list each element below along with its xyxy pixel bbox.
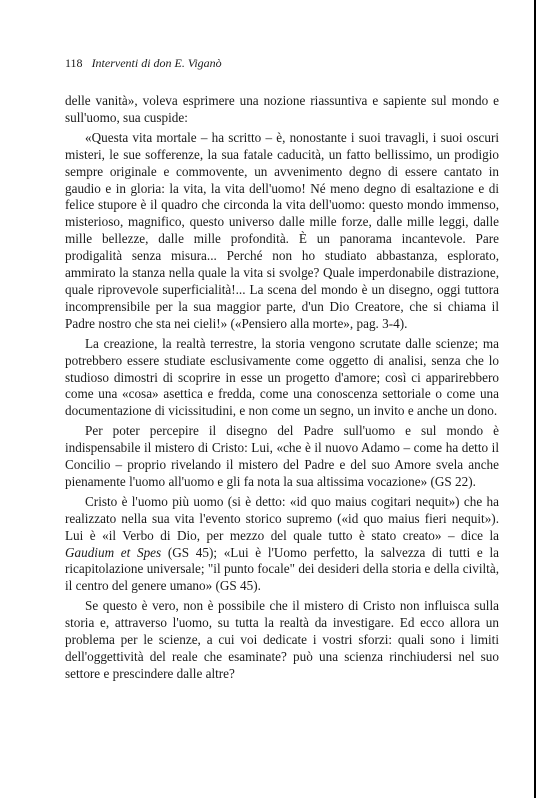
paragraph-text-after: (GS 45); «Lui è l'Uomo perfetto, la salvezza di tutti e la ricapitolazione universale; "il punto focale" dei desideri della storia e della civiltà, il centro del genere umano» (GS 45).: [65, 544, 499, 594]
italic-title-gaudium-et-spes: Gaudium et Spes: [65, 544, 162, 560]
page-body: [65, 93, 499, 683]
quotation-paragraph: «Questa vita mortale – ha scritto – è, nonostante i suoi travagli, i suoi oscuri misteri, le sue sofferenze, la sua fatale caducità, un fatto bellissimo, un prodigio sempre originale e commovente, un avvenimento degno di essere cantato in gaudio e in gloria: la vita, la vita dell'uomo! Né meno degno di esaltazione e di felice stupore è il quadro che circonda la vita dell'uomo: questo mondo immenso, misterioso, magnifico, questo universo dalle mille forze, dalle mille leggi, dalle mille bellezze, dalle mille profondità. È un panorama incantevole. Pare prodigalità senza misura... Perché non ho studiato abbastanza, esplorato, ammirato la stanza nella quale la vita si svolge? Quale imperdonabile distrazione, quale riprovevole superficialità!... La scena del mondo è un disegno, oggi tuttora incomprensibile per la sua maggior parte, d'un Dio Creatore, che si chiama il Padre nostro che sta nei cieli!» («Pensiero alla morte», pag. 3-4).: [65, 129, 499, 331]
running-header: [65, 56, 222, 71]
paragraph-christ-most-human: [65, 494, 499, 595]
paragraph-text-before: Cristo è l'uomo più uomo (si è detto: «id quo maius cogitari nequit») che ha realizzato nella sua vita l'evento storico supremo («id quo maius fieri nequit»). Lui è «il Verbo di Dio, per mezzo del quale tutto è stato creato» – dice la: [65, 493, 499, 543]
paragraph-continuation: delle vanità», voleva esprimere una nozione riassuntiva e sapiente sul mondo e sull'uomo, sua cuspide:: [65, 93, 499, 125]
paragraph-creation: La creazione, la realtà terrestre, la storia vengono scrutate dalle scienze; ma potrebbero essere studiate esclusivamente come oggetto di analisi, senza che lo studioso dimostri di scoprire in esse un progetto d'amore; così ci apparirebbero come una «cosa» asettica e fredda, come una conoscenza settoriale o come una documentazione di vicissitudini, e non come un segno, un invito e anche un dono.: [65, 335, 499, 419]
paragraph-mystery-of-christ: Per poter percepire il disegno del Padre sull'uomo e sul mondo è indispensabile il mistero di Cristo: Lui, «che è il nuovo Adamo – come ha detto il Concilio – proprio rivelando il mistero del Padre e del suo Amore svela anche pienamente l'uomo all'uomo e gli fa nota la sua altissima vocazione» (GS 22).: [65, 423, 499, 489]
paragraph-problem-for-sciences: Se questo è vero, non è possibile che il mistero di Cristo non influisca sulla storia e, attraverso l'uomo, su tutta la realtà da investigare. Ed ecco allora un problema per le scienze, a cui voi dedicate i vostri sforzi: quali sono i limiti dell'oggettività del reale che esaminate? può una scienza rinchiudersi nel suo settore e prescindere dalle altre?: [65, 598, 499, 681]
page-number: 118: [65, 56, 83, 70]
running-title: Interventi di don E. Viganò: [91, 56, 222, 70]
